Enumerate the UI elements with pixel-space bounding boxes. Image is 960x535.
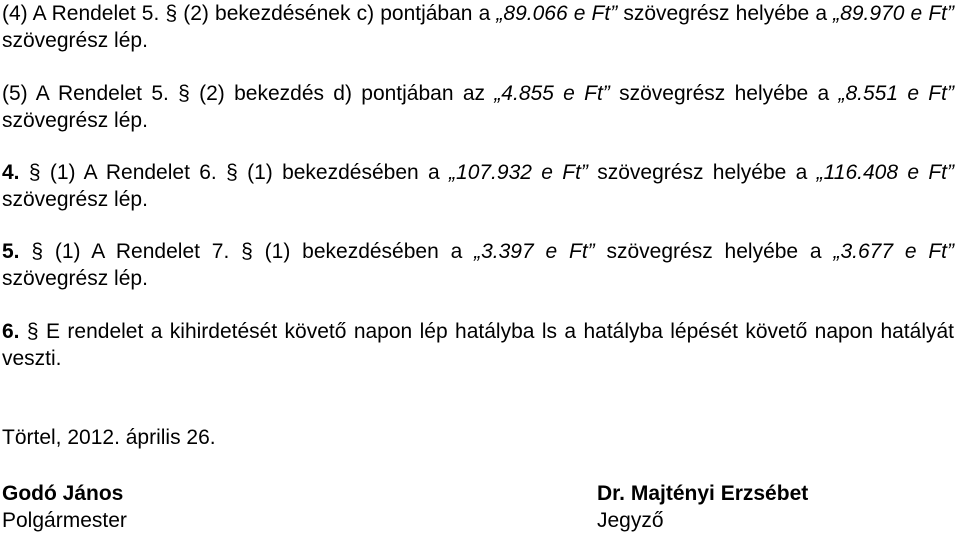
- old-amount: „107.932 e Ft”: [449, 161, 588, 184]
- section-sign: §: [178, 82, 190, 105]
- paragraph-text: (2) bekezdés d) pontjában az: [189, 82, 495, 105]
- section-sign: §: [165, 2, 178, 25]
- signatory-role: Jegyző: [597, 509, 664, 532]
- paragraph-5: [2, 80, 954, 134]
- paragraph-text: (2) bekezdésének c) pontjában a: [177, 2, 497, 25]
- old-amount: „4.855 e Ft”: [494, 82, 610, 105]
- section-sign: §: [28, 161, 41, 184]
- section-number: 4.: [2, 161, 20, 184]
- paragraph-text: szövegrész lép.: [2, 267, 148, 290]
- paragraph-text: szövegrész lép.: [2, 188, 148, 211]
- new-amount: „8.551 e Ft”: [838, 82, 954, 105]
- section-6: [2, 318, 954, 372]
- paragraph-text: szövegrész helyébe a: [594, 240, 834, 263]
- paragraph-text: (1) bekezdésében a: [237, 161, 450, 184]
- section-5: [2, 238, 954, 292]
- paragraph-text: (1) bekezdésében a: [252, 240, 475, 263]
- date-line: Törtel, 2012. április 26.: [2, 426, 216, 449]
- paragraph-text: szövegrész helyébe a: [617, 2, 834, 25]
- signatory-name: Dr. Majtényi Erzsébet: [597, 482, 809, 505]
- paragraph-lead: (5) A Rendelet 5.: [2, 82, 179, 105]
- new-amount: „3.677 e Ft”: [833, 240, 954, 263]
- paragraph-text: szövegrész helyébe a: [587, 161, 817, 184]
- section-sign: §: [31, 240, 44, 263]
- paragraph-text: szövegrész helyébe a: [609, 82, 839, 105]
- signature-block-mayor: [2, 480, 127, 534]
- section-number: 5.: [2, 240, 20, 263]
- old-amount: „3.397 e Ft”: [474, 240, 595, 263]
- paragraph-text: szövegrész lép.: [2, 109, 148, 132]
- section-sign: §: [241, 240, 253, 263]
- section-4: [2, 159, 954, 213]
- signature-block-notary: [597, 480, 808, 534]
- section-sign: §: [26, 320, 39, 343]
- paragraph-text: (1) A Rendelet 6.: [40, 161, 227, 184]
- new-amount: „116.408 e Ft”: [816, 161, 954, 184]
- paragraph-text: (1) A Rendelet 7.: [43, 240, 242, 263]
- paragraph-lead: (4) A Rendelet 5.: [2, 2, 166, 25]
- paragraph-text: szövegrész lép.: [2, 29, 148, 52]
- section-sign: §: [226, 161, 238, 184]
- signatory-name: Godó János: [2, 482, 124, 505]
- section-number: 6.: [2, 320, 20, 343]
- new-amount: „89.970 e Ft”: [833, 2, 954, 25]
- old-amount: „89.066 e Ft”: [496, 2, 618, 25]
- signatory-role: Polgármester: [2, 509, 127, 532]
- paragraph-text: E rendelet a kihirdetését követő napon lép hatályba ls a hatályba lépését követő napon hatályát veszti.: [2, 320, 954, 370]
- paragraph-4: [2, 0, 954, 54]
